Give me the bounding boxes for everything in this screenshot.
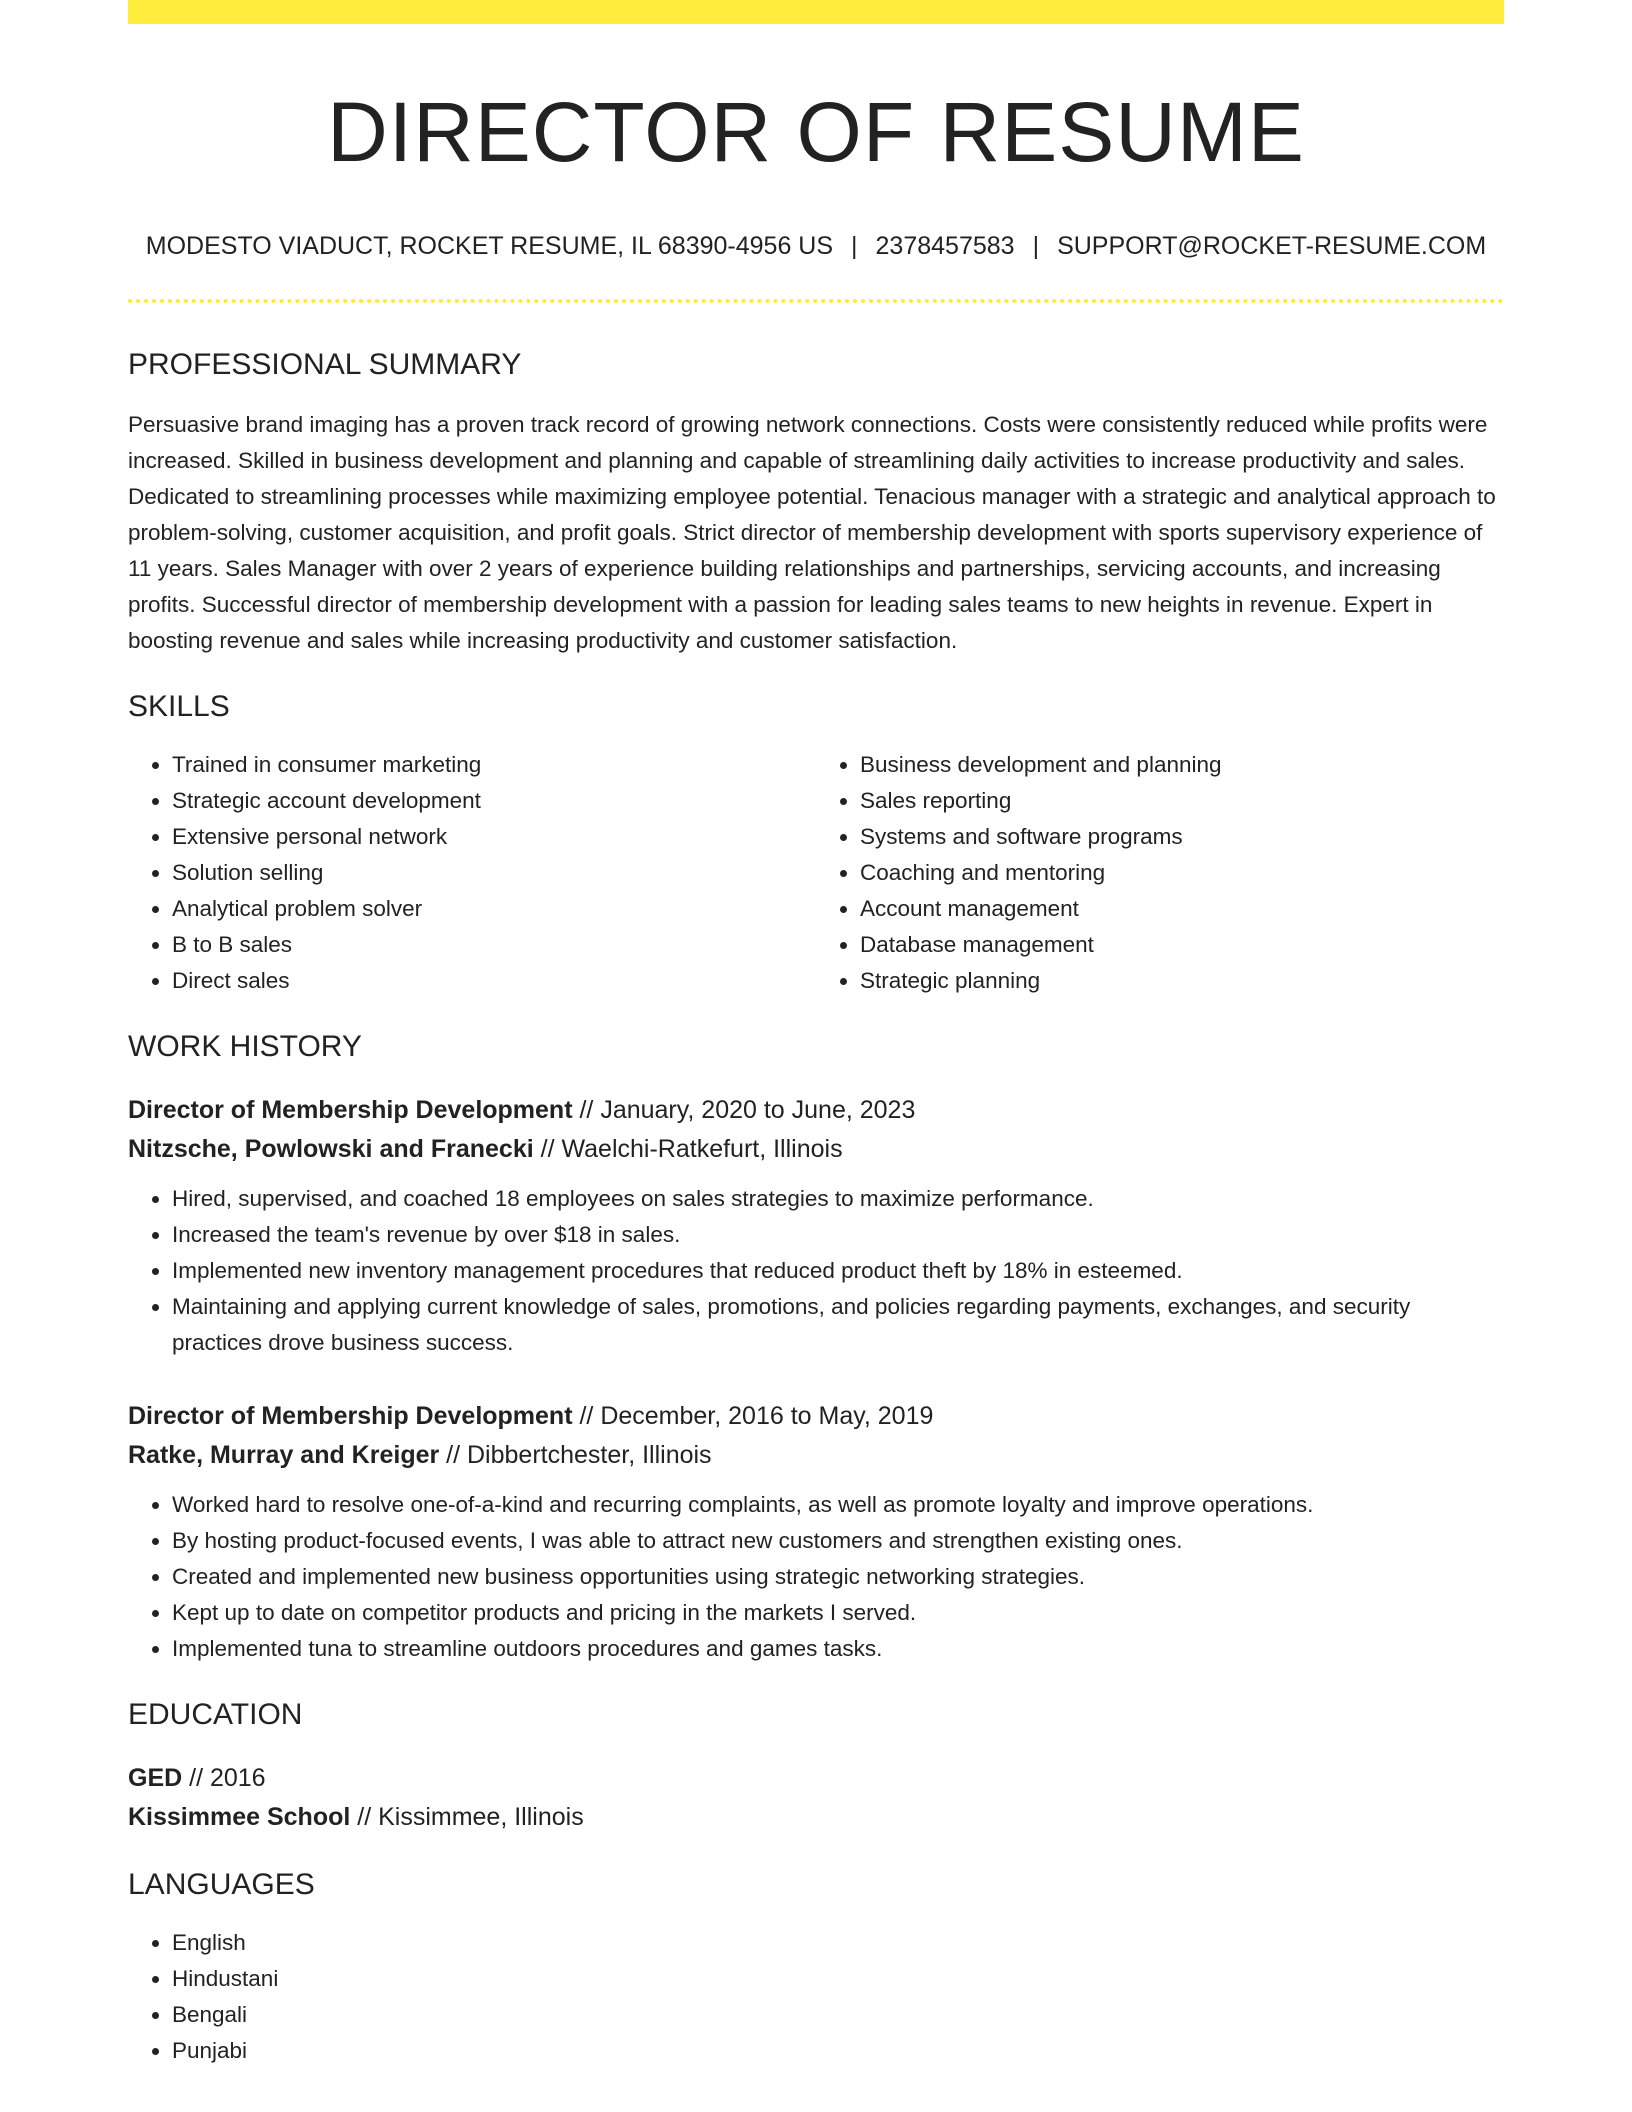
skills-list-right xyxy=(816,747,1504,999)
skills-list-left xyxy=(128,747,816,999)
skills-columns xyxy=(128,747,1504,999)
contact-line xyxy=(128,231,1504,261)
summary-text: Persuasive brand imaging has a proven track record of growing network connections. Costs were consistently reduced while profits were increased. Skilled in business development and planning and capable of streamlining daily activities to increase productivity and sales. Dedicated to streamlining processes while maximizing employee potential. Tenacious manager with a strategic and analytical approach to problem-solving, customer acquisition, and profit goals. Strict director of membership development with sports supervisory experience of 11 years. Sales Manager with over 2 years of experience building relationships and partnerships, servicing accounts, and increasing profits. Successful director of membership development with a passion for leading sales teams to new heights in revenue. Expert in boosting revenue and sales while increasing productivity and customer satisfaction. xyxy=(128,411,1496,653)
job-company: Ratke, Murray and Kreiger xyxy=(128,1440,440,1469)
duty-item: • Implemented new inventory management procedures that reduced product theft by 18% in esteemed. xyxy=(172,1253,1504,1289)
skill-item: • Direct sales xyxy=(172,963,816,999)
duty-item: • Increased the team's revenue by over $18 in sales. xyxy=(172,1217,1504,1253)
education-degree: GED xyxy=(128,1763,183,1792)
language-item: • Bengali xyxy=(172,1997,1504,2033)
education-school: Kissimmee School xyxy=(128,1802,351,1831)
summary-heading: PROFESSIONAL SUMMARY xyxy=(128,347,522,381)
job-company: Nitzsche, Powlowski and Franecki xyxy=(128,1134,534,1163)
job-dates: // December, 2016 to May, 2019 xyxy=(572,1401,934,1430)
education-year: // 2016 xyxy=(182,1763,266,1792)
skill-item: • Sales reporting xyxy=(860,783,1504,819)
job-position: Director of Membership Development xyxy=(128,1401,573,1430)
job-duties xyxy=(128,1181,1504,1361)
skill-item: • Analytical problem solver xyxy=(172,891,816,927)
skill-item: • Strategic planning xyxy=(860,963,1504,999)
job-location: // Dibbertchester, Illinois xyxy=(439,1440,712,1469)
duty-item: • Created and implemented new business opportunities using strategic networking strategies. xyxy=(172,1559,1504,1595)
accent-bar xyxy=(128,0,1504,24)
languages-heading: LANGUAGES xyxy=(128,1867,315,1901)
resume-page xyxy=(128,0,1504,2069)
duty-item: • By hosting product-focused events, I was able to attract new customers and strengthen existing ones. xyxy=(172,1523,1504,1559)
skill-item: • Account management xyxy=(860,891,1504,927)
language-item: • English xyxy=(172,1925,1504,1961)
duty-item: • Kept up to date on competitor products and pricing in the markets I served. xyxy=(172,1595,1504,1631)
skill-item: • Database management xyxy=(860,927,1504,963)
contact-address: MODESTO VIADUCT, ROCKET RESUME, IL 68390-4956 US xyxy=(145,231,834,260)
contact-email: SUPPORT@ROCKET-RESUME.COM xyxy=(1057,231,1487,260)
dotted-divider xyxy=(128,299,1504,303)
job-company-line xyxy=(128,1436,1504,1475)
skill-item: • Solution selling xyxy=(172,855,816,891)
job-location: // Waelchi-Ratkefurt, Illinois xyxy=(533,1134,843,1163)
skill-item: • Strategic account development xyxy=(172,783,816,819)
contact-separator: | xyxy=(1032,231,1040,260)
resume-name: DIRECTOR OF RESUME xyxy=(327,85,1305,179)
languages-list xyxy=(128,1925,1504,2069)
job-title-line xyxy=(128,1091,1504,1130)
job-title-line xyxy=(128,1397,1504,1436)
education-degree-line xyxy=(128,1759,1504,1798)
skill-item: • Trained in consumer marketing xyxy=(172,747,816,783)
work-heading: WORK HISTORY xyxy=(128,1029,362,1063)
duty-item: • Maintaining and applying current knowledge of sales, promotions, and policies regarding payments, exchanges, and security practices drove business success. xyxy=(172,1289,1504,1361)
job-dates: // January, 2020 to June, 2023 xyxy=(572,1095,916,1124)
language-item: • Hindustani xyxy=(172,1961,1504,1997)
education-entry xyxy=(128,1759,1504,1837)
duty-item: • Worked hard to resolve one-of-a-kind and recurring complaints, as well as promote loyalty and improve operations. xyxy=(172,1487,1504,1523)
skill-item: • Coaching and mentoring xyxy=(860,855,1504,891)
skills-heading: SKILLS xyxy=(128,689,230,723)
education-school-line xyxy=(128,1798,1504,1837)
language-item: • Punjabi xyxy=(172,2033,1504,2069)
skill-item: • B to B sales xyxy=(172,927,816,963)
skill-item: • Extensive personal network xyxy=(172,819,816,855)
contact-phone: 2378457583 xyxy=(875,231,1015,260)
skill-item: • Business development and planning xyxy=(860,747,1504,783)
duty-item: • Implemented tuna to streamline outdoors procedures and games tasks. xyxy=(172,1631,1504,1667)
job-entry xyxy=(128,1397,1504,1667)
education-location: // Kissimmee, Illinois xyxy=(350,1802,584,1831)
skill-item: • Systems and software programs xyxy=(860,819,1504,855)
contact-separator: | xyxy=(851,231,858,260)
job-duties xyxy=(128,1487,1504,1667)
job-entry xyxy=(128,1091,1504,1361)
job-company-line xyxy=(128,1130,1504,1169)
job-position: Director of Membership Development xyxy=(128,1095,573,1124)
education-heading: EDUCATION xyxy=(128,1697,303,1731)
duty-item: • Hired, supervised, and coached 18 employees on sales strategies to maximize performance. xyxy=(172,1181,1504,1217)
